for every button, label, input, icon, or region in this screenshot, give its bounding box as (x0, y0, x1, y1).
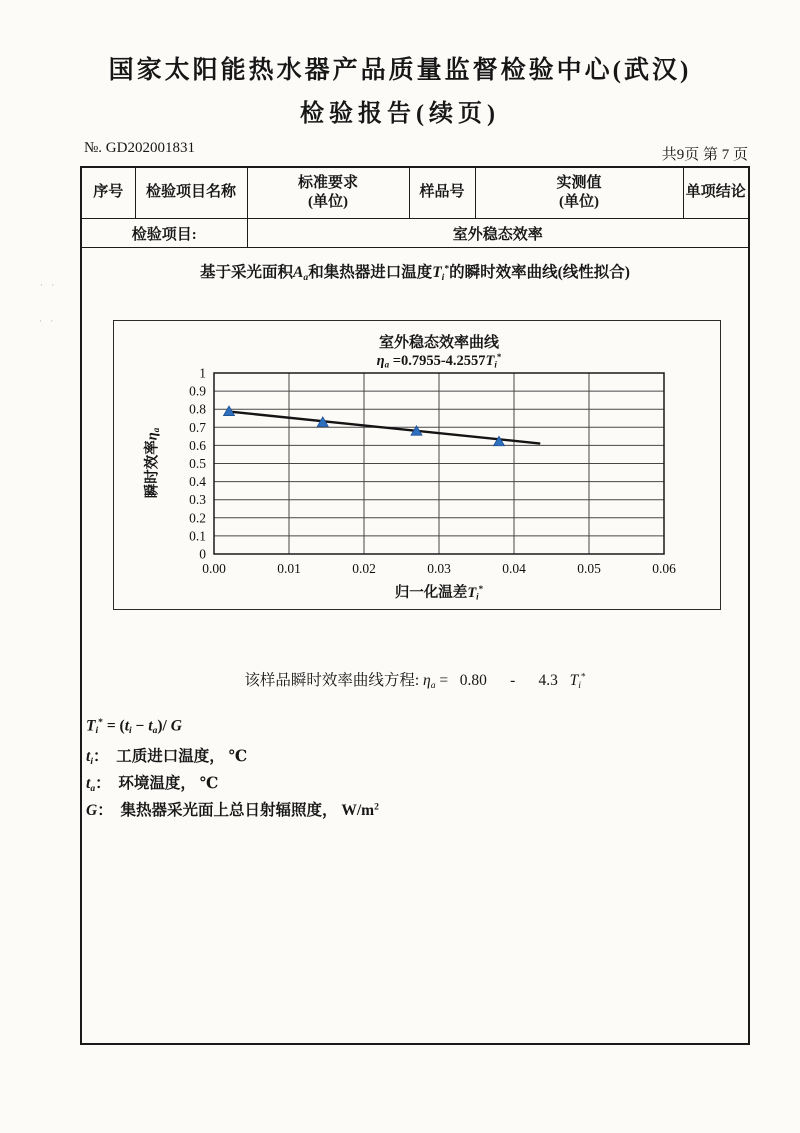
scan-artifact: · · (40, 280, 58, 290)
svg-text:0.02: 0.02 (352, 560, 376, 576)
center-name-title: 国家太阳能热水器产品质量监督检验中心(武汉) (108, 57, 692, 84)
report-number: №. GD202001831 (84, 140, 195, 156)
svg-text:0.4: 0.4 (189, 473, 206, 489)
svg-text:0.8: 0.8 (189, 401, 206, 417)
svg-text:0.05: 0.05 (577, 560, 601, 576)
svg-text:0.03: 0.03 (427, 560, 451, 576)
chart-equation: ηa =0.7955-4.2557Ti* (376, 351, 502, 370)
chart-title: 室外稳态效率曲线 (378, 334, 499, 351)
svg-text:0.6: 0.6 (189, 437, 206, 453)
content-cell (81, 248, 749, 1045)
svg-text:0.06: 0.06 (652, 560, 676, 576)
section-heading: 基于采光面积Aa和集热器进口温度Ti*的瞬时效率曲线(线性拟合) (200, 263, 630, 283)
scan-artifact: · · (39, 316, 57, 326)
header-item-conclusion: 单项结论 (683, 167, 749, 219)
def-solar-irradiance: G： 集热器采光面上总日射辐照度， $W/m^2$ (86, 801, 379, 819)
header-measured-value: 实测值 (单位) (475, 167, 683, 219)
inspection-item-label: 检验项目: (81, 219, 247, 248)
svg-text:0.3: 0.3 (189, 492, 206, 508)
svg-text:0.01: 0.01 (277, 560, 301, 576)
svg-text:0.9: 0.9 (189, 383, 206, 399)
x-axis-title: 归一化温差Ti* (394, 583, 484, 602)
def-ambient-temperature: ta： 环境温度， ℃ (86, 774, 219, 794)
svg-text:0: 0 (199, 546, 206, 562)
result-equation: 该样品瞬时效率曲线方程: ηa = 0.80 - 4.3 Ti* (244, 671, 586, 691)
content-row (81, 248, 749, 1045)
formula-normalized-temp-diff: Ti* = (ti − ta)/ G (86, 716, 182, 736)
table-header-row (81, 167, 749, 219)
results-table (80, 166, 750, 1045)
header-item-name: 检验项目名称 (135, 167, 247, 219)
header-standard-requirement: 标准要求 (单位) (247, 167, 409, 219)
svg-text:0.00: 0.00 (202, 560, 226, 576)
report-title: 检验报告(续页) (300, 101, 500, 127)
y-axis-title: 瞬时效率ηa (144, 427, 162, 499)
page-indicator: 共9页 第 7 页 (661, 147, 748, 163)
svg-text:0.04: 0.04 (502, 560, 526, 576)
header-seq-no: 序号 (81, 167, 135, 219)
svg-text:0.5: 0.5 (189, 455, 206, 471)
svg-text:0.7: 0.7 (189, 419, 206, 435)
symbol-definitions (82, 717, 748, 825)
efficiency-chart (113, 320, 721, 610)
svg-text:0.2: 0.2 (189, 510, 206, 526)
header-sample-no: 样品号 (409, 167, 475, 219)
def-inlet-temperature: ti： 工质进口温度， ℃ (86, 747, 248, 767)
inspection-item-row (81, 219, 749, 248)
svg-text:0.1: 0.1 (189, 528, 206, 544)
svg-text:1: 1 (199, 365, 206, 381)
inspection-item-value: 室外稳态效率 (247, 219, 749, 248)
